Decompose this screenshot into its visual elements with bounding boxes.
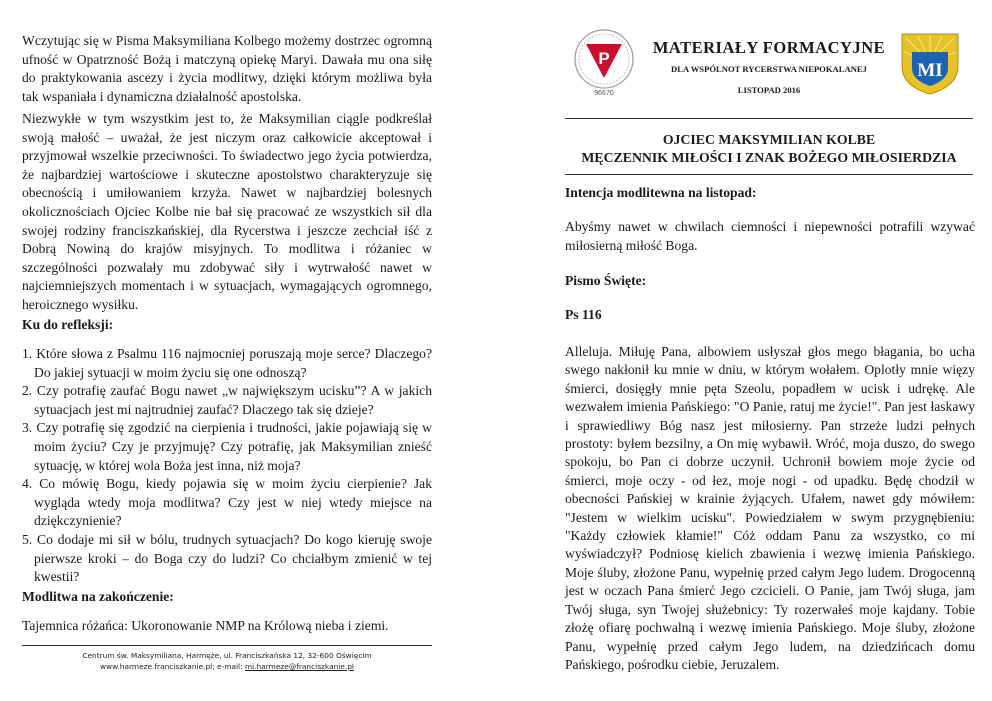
page-subtitle: DLA WSPÓLNOT RYCERSTWA NIEPOKALANEJ	[671, 64, 867, 74]
footer	[22, 650, 432, 672]
article-title	[565, 131, 973, 167]
header-title-block	[650, 38, 888, 97]
intro-paragraph: Wczytując się w Pisma Maksymiliana Kolbego możemy dostrzec ogromną ufność w Opatrzność Bożą i matczyną opiekę Maryi. Dawała mu ona siłę do praktykowania ascezy i życia modlitwy, dzięki którym możliwa była tak wspaniała i dynamiczna działalność apostolska.	[22, 33, 432, 104]
question-item: 2. Czy potrafię zaufać Bogu nawet „w największym ucisku”? A w jakich sytuacjach jest mi najtrudniej zaufać? Dlaczego tak się dzieje?	[22, 383, 432, 417]
logo-letter: P	[598, 49, 610, 68]
issue-date: LISTOPAD 2016	[737, 85, 801, 95]
article-title-line2: MĘCZENNIK MIŁOŚCI I ZNAK BOŻEGO MIŁOSIERDZIA	[581, 150, 957, 165]
rosary-mystery: Tajemnica różańca: Ukoronowanie NMP na Królową nieba i ziemi.	[22, 618, 389, 633]
footer-website[interactable]: www.harmeze.franciszkanie.pl; e-mail:	[100, 662, 245, 671]
title-divider	[565, 174, 973, 175]
question-item: 4. Co mówię Bogu, kiedy pojawia się w moim życiu cierpienie? Jak wygląda wtedy moja modlitwa? Czy jest w niej wtedy miejsce na dziękczynienie?	[22, 476, 432, 529]
reflection-questions	[22, 345, 432, 587]
question-item: 1. Które słowa z Psalmu 116 najmocniej poruszają moje serce? Dlaczego? Do jakiej sytuacji w moim życiu się one odnoszą?	[22, 346, 432, 380]
body-paragraph: Niezwykłe w tym wszystkim jest to, że Maksymilian ciągle podkreślał swoją małość – uważał, że jest niczym oraz całkowicie akceptował i przyjmował wszelkie przeciwności. To świadectwo jego życia potwierdza, że najbardziej wartościowe i skuteczne apostolstwo charakteryzuje się obecnością i umiłowaniem krzyża. Nawet w najbardziej bolesnych okolicznościach Ojciec Kolbe nie bał się pracować ze wszystkich sił dla swojej rodziny franciszkańskiej, dla Rycerstwa i jeszcze zechciał iść z Dobrą Nowiną do krajów misyjnych. To modlitwa i różaniec w szczególności pozwalały mu zdobywać siły i wytrwałość nawet w najciemniejszych momentach i w sytuacjach, wymagających ogromnego, heroicznego wysiłku.	[22, 111, 432, 312]
question-item: 3. Czy potrafię się zgodzić na cierpienia i trudności, jakie pojawiają się w moim życiu? Czy je przyjmuję? Czy potrafię, jak Maksymilian znieść sytuację, w której wola Boża jest inna, niż moja?	[22, 420, 432, 473]
question-item: 5. Co dodaje mi sił w bólu, trudnych sytuacjach? Do kogo kieruję swoje pierwsze kroki – do Boga czy do ludzi? Co chciałbym zmienić w tej kwestii?	[22, 531, 432, 585]
footer-contact	[22, 661, 432, 672]
logo-number: 96670	[594, 90, 614, 97]
page-title: MATERIAŁY FORMACYJNE	[652, 38, 886, 57]
intention-heading: Intencja modlitewna na listopad:	[565, 185, 757, 200]
p-logo-icon	[573, 28, 635, 98]
closing-prayer-heading: Modlitwa na zakończenie:	[22, 589, 174, 604]
header-divider	[565, 118, 973, 119]
intention-text: Abyśmy nawet w chwilach ciemności i niepewności potrafili wzywać miłosierną miłość Boga.	[565, 219, 975, 253]
mi-logo-icon	[898, 28, 962, 96]
psalm-text: Alleluja. Miłuję Pana, albowiem usłyszał głos mego błagania, bo ucha swego nakłonił ku mnie w dniu, w którym wołałem. Oplotły mnie więzy śmierci, dosięgły mnie pęta Szeolu, popadłem w ucisk i udrękę. Ale wezwałem imienia Pańskiego: "O Panie, ratuj me życie!". Pan jest łaskawy i sprawiedliwy Bóg nasz jest miłosierny. Pan strzeże ludzi pełnych prostoty: byłem bezsilny, a On mię wybawił. Wróć, moja duszo, do swego spokoju, bo Pan ci dobrze uczynił. Uchronił bowiem moje życie od śmierci, moje oczy - od łez, moje nogi - od upadku. Będę chodził w obecności Pańskiej w krainie żyjących. Ufałem, nawet gdy mówiłem: "Jestem w wielkim ucisku". Powiedziałem w swym przygnębieniu: "Każdy człowiek kłamie!" Cóż oddam Panu za wszystko, co mi wyświadczył? Podniosę kielich zbawienia i wezwę imienia Pańskiego. Moje śluby, złożone Panu, wypełnię przed całym Jego ludem. Drogocenną jest w oczach Pana śmierć Jego czcicieli. O Panie, jam Twój sługa, jam Twój sługa, syn Twojej służebnicy: Ty rozerwałeś moje kajdany. Tobie złożę ofiarę pochwalną i wezwę imienia Pańskiego. Moje śluby, złożone Panu, wypełnię przed całym Jego ludem, na dziedzińcach domu Pańskiego, pośrodku ciebie, Jeruzalem.	[565, 344, 975, 672]
article-title-line1: OJCIEC MAKSYMILIAN KOLBE	[662, 132, 876, 147]
logo-mi-text: MI	[917, 60, 943, 81]
footer-divider	[22, 645, 432, 646]
psalm-number: Ps 116	[565, 307, 602, 322]
reflection-heading: Ku do refleksji:	[22, 317, 114, 332]
footer-email-link[interactable]: mi.harmeze@franciszkanie.pl	[244, 662, 354, 671]
footer-address: Centrum św. Maksymiliana, Harmęże, ul. Franciszkańska 12, 32-600 Oświęcim	[82, 651, 372, 660]
scripture-heading: Pismo Święte:	[565, 273, 647, 288]
